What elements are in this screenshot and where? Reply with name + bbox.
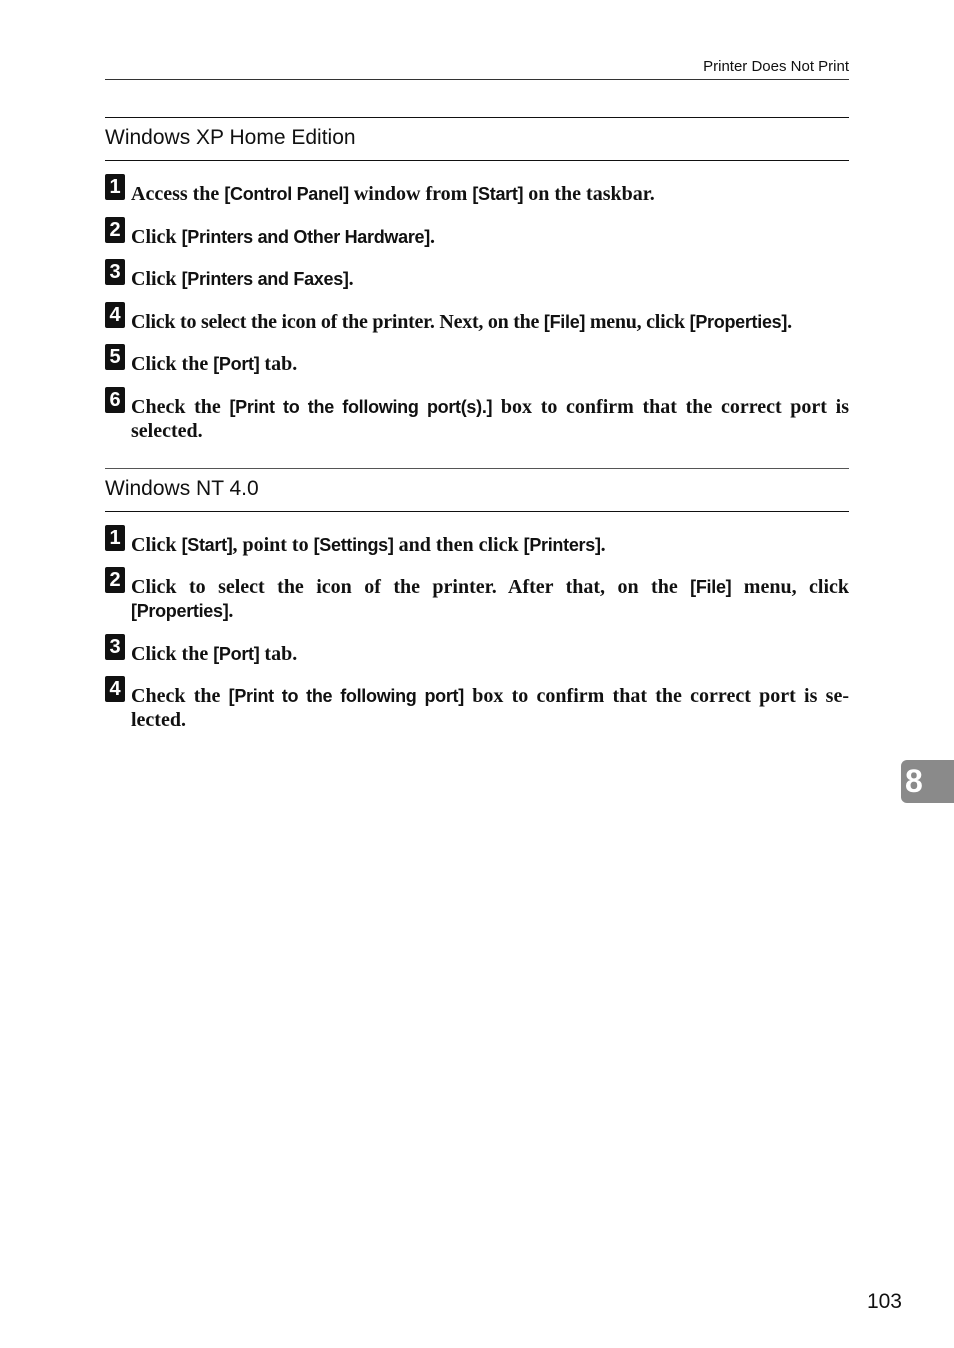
text: tab. — [259, 643, 298, 665]
ui-label: [Printers] — [523, 535, 601, 555]
text: menu, click — [585, 311, 690, 333]
step-number: 2 — [105, 217, 125, 243]
ui-label: [Port] — [213, 354, 260, 374]
text: on the taskbar. — [523, 183, 655, 205]
step-xp-6 — [105, 389, 849, 443]
step-text — [131, 533, 849, 557]
step-number: 3 — [105, 634, 125, 660]
running-header: Printer Does Not Print — [105, 57, 849, 80]
ui-label: [Port] — [213, 644, 260, 664]
chapter-tab: 8 — [901, 760, 954, 803]
ui-label: [Start] — [472, 184, 524, 204]
step-xp-4 — [105, 304, 849, 334]
text: Access the — [131, 183, 225, 205]
step-text — [131, 575, 849, 623]
section-heading-nt: Windows NT 4.0 — [105, 468, 849, 512]
step-text — [131, 684, 849, 732]
text: Click — [131, 534, 182, 556]
text: . — [228, 600, 234, 622]
text: . — [600, 534, 606, 556]
ui-label: [Start] — [181, 535, 233, 555]
step-number: 4 — [105, 302, 125, 328]
step-text — [131, 182, 849, 206]
ui-label: [Control Panel] — [224, 184, 349, 204]
step-nt-4 — [105, 678, 849, 732]
step-text — [131, 642, 849, 666]
ui-label: [Properties] — [689, 312, 788, 332]
ui-label: [Printers and Other Hardware] — [181, 227, 430, 247]
step-xp-5 — [105, 346, 849, 376]
step-nt-1 — [105, 527, 849, 557]
step-nt-2 — [105, 569, 850, 623]
ui-label: [Properties] — [131, 601, 229, 621]
ui-label: [Print to the following port] — [228, 686, 464, 706]
step-text — [131, 267, 849, 291]
ui-label: [Settings] — [313, 535, 394, 555]
step-number: 5 — [105, 344, 125, 370]
step-text — [131, 225, 849, 249]
text: menu, click — [731, 576, 850, 598]
text: Click the — [131, 353, 214, 375]
ui-label: [Print to the following port(s).] — [229, 397, 493, 417]
text: tab. — [259, 353, 298, 375]
text: window from — [348, 183, 473, 205]
step-xp-1 — [105, 176, 849, 206]
text: and then click — [393, 534, 524, 556]
step-number: 3 — [105, 259, 125, 285]
ui-label: [File] — [543, 312, 586, 332]
step-number: 1 — [105, 525, 125, 551]
text: box to confirm that the correct port is se-lected. — [131, 685, 849, 731]
step-xp-2 — [105, 219, 849, 249]
step-number: 1 — [105, 174, 125, 200]
step-text — [131, 395, 849, 443]
ui-label: [Printers and Faxes] — [181, 269, 349, 289]
text: Check the — [131, 685, 229, 707]
text: . — [348, 268, 354, 290]
step-number: 4 — [105, 676, 125, 702]
text: Check the — [131, 396, 230, 418]
text: Click to select the icon of the printer. Next, on the — [131, 311, 544, 333]
step-text — [131, 352, 849, 376]
step-nt-3 — [105, 636, 849, 666]
step-number: 2 — [105, 567, 125, 593]
text: . — [429, 226, 435, 248]
step-number: 6 — [105, 387, 125, 413]
text: box to confirm that the correct port is selected. — [131, 396, 849, 442]
ui-label: [File] — [690, 577, 732, 597]
text: Click the — [131, 643, 214, 665]
text: Click to select the icon of the printer. After that, on the — [131, 576, 691, 598]
text: Click — [131, 268, 182, 290]
step-text — [131, 310, 849, 334]
text: , point to — [232, 534, 314, 556]
step-xp-3 — [105, 261, 849, 291]
text: . — [787, 311, 792, 333]
text: Click — [131, 226, 182, 248]
page-number: 103 — [866, 1290, 902, 1313]
section-heading-xp: Windows XP Home Edition — [105, 117, 849, 161]
